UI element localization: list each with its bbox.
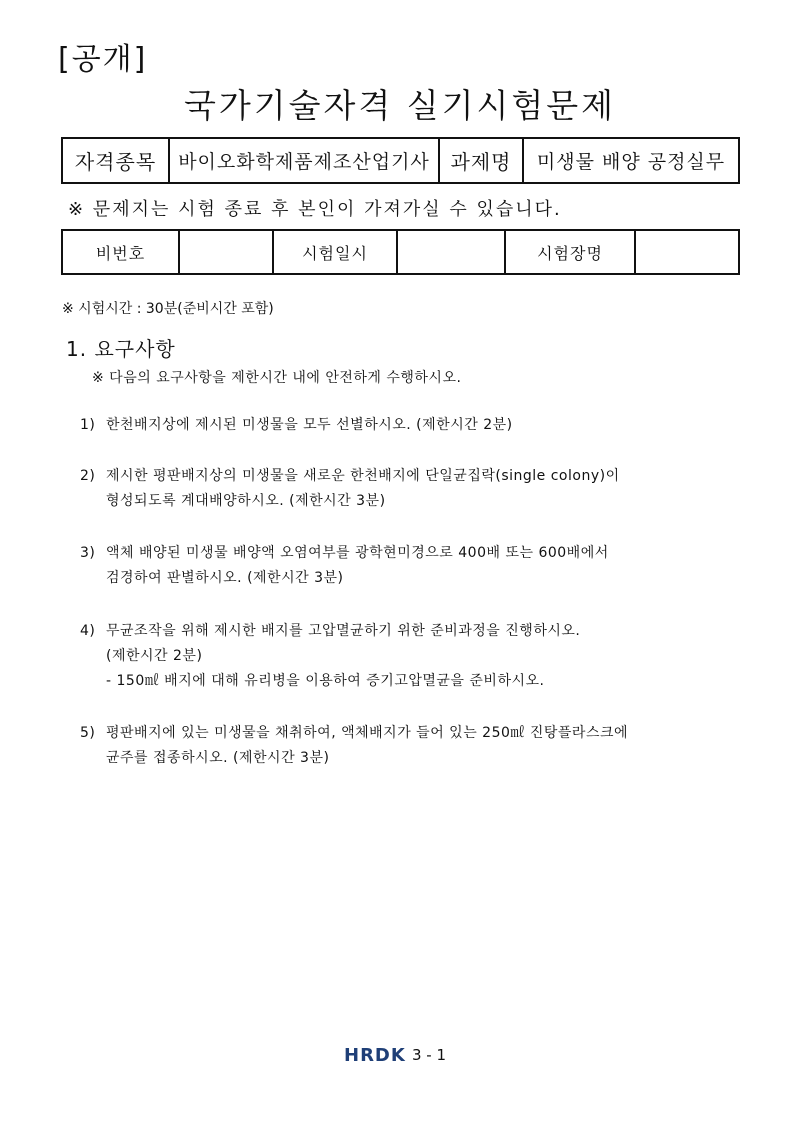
date-label: 시험일시 — [273, 230, 397, 274]
requirement-line: 액체 배양된 미생물 배양액 오염여부를 광학현미경으로 400배 또는 600배에서 — [106, 545, 609, 561]
section-title: 1. 요구사항 — [66, 337, 176, 361]
task-value: 미생물 배양 공정실무 — [523, 138, 739, 183]
exam-info-table — [61, 229, 740, 275]
requirement-line: 형성되도록 계대배양하시오. (제한시간 3분) — [106, 493, 386, 509]
public-tag: [공개] — [58, 42, 148, 77]
page-title: 국가기술자격 실기시험문제 — [183, 86, 617, 125]
requirement-number: 2) — [80, 468, 96, 484]
requirement-line: 무균조작을 위해 제시한 배지를 고압멸균하기 위한 준비과정을 진행하시오. — [106, 623, 581, 639]
qualification-value: 바이오화학제품제조산업기사 — [169, 138, 439, 183]
page-number: 3 - 1 — [412, 1046, 447, 1064]
place-value — [635, 230, 739, 274]
requirement-line: 검경하여 판별하시오. (제한시간 3분) — [106, 570, 344, 586]
task-label: 과제명 — [439, 138, 523, 183]
requirement-line: 균주를 접종하시오. (제한시간 3분) — [106, 750, 330, 766]
requirement-line: 제시한 평판배지상의 미생물을 새로운 한천배지에 단일균집락(single colony)이 — [106, 468, 620, 484]
qualification-label: 자격종목 — [62, 138, 169, 183]
requirement-number: 5) — [80, 725, 96, 741]
id-label: 비번호 — [62, 230, 179, 274]
requirement-number: 3) — [80, 545, 96, 561]
qualification-table — [61, 137, 740, 184]
place-label: 시험장명 — [505, 230, 635, 274]
notice-text: ※ 문제지는 시험 종료 후 본인이 가져가실 수 있습니다. — [68, 199, 562, 220]
requirement-item — [80, 619, 580, 694]
date-value — [397, 230, 505, 274]
requirement-item — [80, 541, 609, 591]
requirement-number: 4) — [80, 623, 96, 639]
requirement-line: 평판배지에 있는 미생물을 채취하여, 액체배지가 들어 있는 250㎖ 진탕플라스크에 — [106, 725, 629, 741]
requirement-line: - 150㎖ 배지에 대해 유리병을 이용하여 증기고압멸균을 준비하시오. — [106, 673, 545, 689]
requirement-item — [80, 721, 628, 771]
hrdk-logo: HRDK — [344, 1045, 406, 1066]
requirement-item — [80, 464, 620, 514]
requirement-line: 한천배지상에 제시된 미생물을 모두 선별하시오. (제한시간 2분) — [106, 417, 513, 433]
section-intro: ※ 다음의 요구사항을 제한시간 내에 안전하게 수행하시오. — [92, 370, 462, 386]
requirement-line: (제한시간 2분) — [106, 648, 203, 664]
requirement-item — [80, 413, 513, 438]
id-value — [179, 230, 273, 274]
requirement-number: 1) — [80, 417, 96, 433]
exam-time: ※ 시험시간 : 30분(준비시간 포함) — [62, 301, 274, 317]
